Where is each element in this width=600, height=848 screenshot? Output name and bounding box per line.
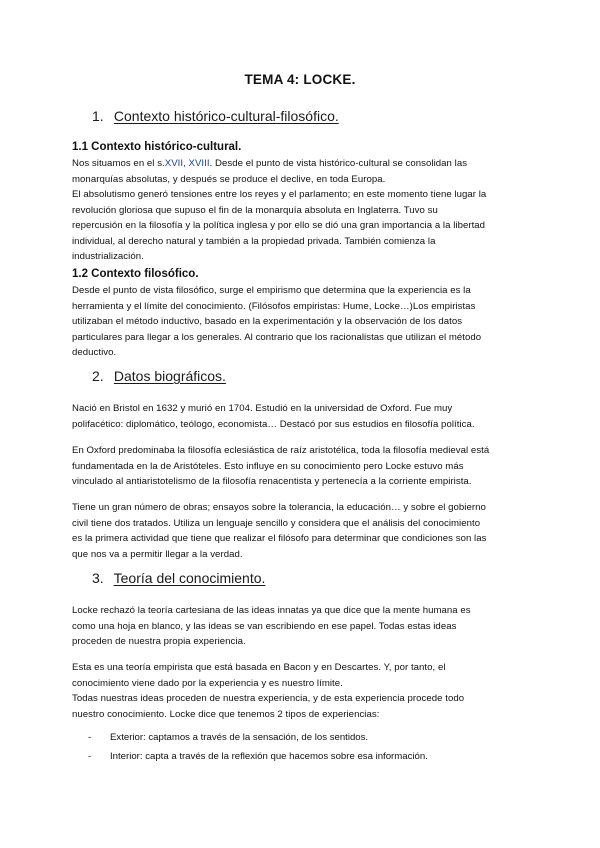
paragraph-biography-1: [72, 401, 538, 432]
section-title: Teoría del conocimiento.: [113, 570, 266, 586]
text-line: El absolutismo generó tensiones entre los reyes y el parlamento; en este momento tiene lugar la: [72, 189, 487, 200]
list-item: [88, 728, 538, 747]
text-line: repercusión en la filosofía y la política inglesa y por ello se dió una gran importancia a la libertad: [72, 220, 486, 231]
experience-types-list: [88, 728, 538, 766]
text-line: Nació en Bristol en 1632 y murió en 1704. Estudió en la universidad de Oxford. Fue muy: [72, 403, 453, 414]
section-number: 2.: [92, 368, 104, 384]
text-line: particulares para llegar a los generales. Al contrario que los racionalistas que utilizan el método: [72, 331, 482, 343]
text-line: utilizaban el método inductivo, basado en la experimentación y la observación de los datos: [72, 316, 463, 327]
document-title: TEMA 4: LOCKE.: [244, 72, 356, 87]
section-heading-2: [92, 368, 226, 384]
paragraph-biography-2: [72, 443, 538, 490]
text-line: polifacético: diplomático, teólogo, economista… Destacó por sus estudios en filosofía política.: [72, 418, 475, 430]
text-line: civil tiene dos tratados. Utiliza un lenguaje sencillo y considera que el análisis del conocimiento: [72, 517, 481, 529]
text-line: que nos va a permitir llegar a la verdad.: [72, 548, 243, 560]
text-line: como una hoja en blanco, y las ideas se van escribiendo en ese papel. Todas estas ideas: [72, 620, 457, 632]
section-title: Contexto histórico-cultural-filosófico.: [113, 108, 339, 124]
text-line: vinculado al antiaristotelismo de la filosofía renacentista y pertenecía a la corriente empirista.: [72, 476, 472, 487]
subsection-heading-1-1: 1.1 Contexto histórico-cultural.: [72, 141, 242, 153]
paragraph-philosophical-context: [72, 283, 538, 361]
text-line: Esta es una teoría empirista que está basada en Bacon y en Descartes. Y, por tanto, el: [72, 662, 446, 673]
century-highlight: XVII, XVIII: [164, 158, 210, 169]
list-item: [88, 747, 538, 766]
paragraph-biography-3: [72, 500, 538, 562]
text-line: En Oxford predominaba la filosofía eclesiástica de raíz aristotélica, toda la filosofía medieval está: [72, 445, 490, 456]
text-line: herramienta y el límite del conocimiento. (Filósofos empiristas: Hume, Locke…)Los empiristas: [72, 300, 476, 312]
text-line: Nos situamos en el s.XVII, XVIII. Desde el punto de vista histórico-cultural se consolidan las: [72, 158, 468, 169]
text-line: industrialización.: [72, 251, 144, 262]
text-line: revolución gloriosa que supuso el fin de la monarquía absoluta en Inglaterra. Tuvo su: [72, 204, 438, 216]
bullet-dash-icon: -: [88, 732, 92, 743]
bullet-dash-icon: -: [88, 751, 92, 762]
text-line: nuestro conocimiento. Locke dice que tenemos 2 tipos de experiencias:: [72, 708, 380, 720]
text-line: Tiene un gran número de obras; ensayos sobre la tolerancia, la educación… y sobre el gobierno: [72, 502, 486, 513]
text-line: deductivo.: [72, 347, 117, 358]
paragraph-historical-context: [72, 156, 538, 265]
list-item-text: Interior: capta a través de la reflexión que hacemos sobre esa información.: [110, 751, 428, 762]
section-number: 3.: [92, 570, 104, 586]
text-line: es la primera actividad que tiene que realizar el filósofo para determinar que condiciones son las: [72, 533, 487, 544]
text-line: monarquías absolutas, y después se produce el declive, en toda Europa.: [72, 173, 386, 185]
paragraph-knowledge-2: [72, 660, 538, 722]
list-item-text: Exterior: captamos a través de la sensación, de los sentidos.: [110, 732, 369, 743]
text-line: Desde el punto de vista filosófico, surge el empirismo que determina que la experiencia es la: [72, 285, 471, 296]
subsection-heading-1-2: 1.2 Contexto filosófico.: [72, 268, 199, 280]
section-number: 1.: [92, 108, 104, 124]
text-line: conocimiento viene dado por la experiencia y es nuestro límite.: [72, 677, 343, 689]
text-line: Locke rechazó la teoría cartesiana de las ideas innatas ya que dice que la mente humana es: [72, 605, 471, 616]
section-heading-1: [92, 108, 339, 124]
text-line: individual, al derecho natural y también a la propiedad privada. También comienza la: [72, 235, 436, 247]
paragraph-knowledge-1: [72, 603, 538, 650]
text-line: fundamentada en la de Aristóteles. Esto influye en su conocimiento pero Locke estuvo más: [72, 460, 464, 472]
section-heading-3: [92, 570, 265, 586]
section-title: Datos biográficos.: [113, 368, 226, 384]
text-line: Todas nuestras ideas proceden de nuestra experiencia, y de esta experiencia procede todo: [72, 693, 465, 704]
text-line: proceden de nuestra propia experiencia.: [72, 636, 246, 647]
